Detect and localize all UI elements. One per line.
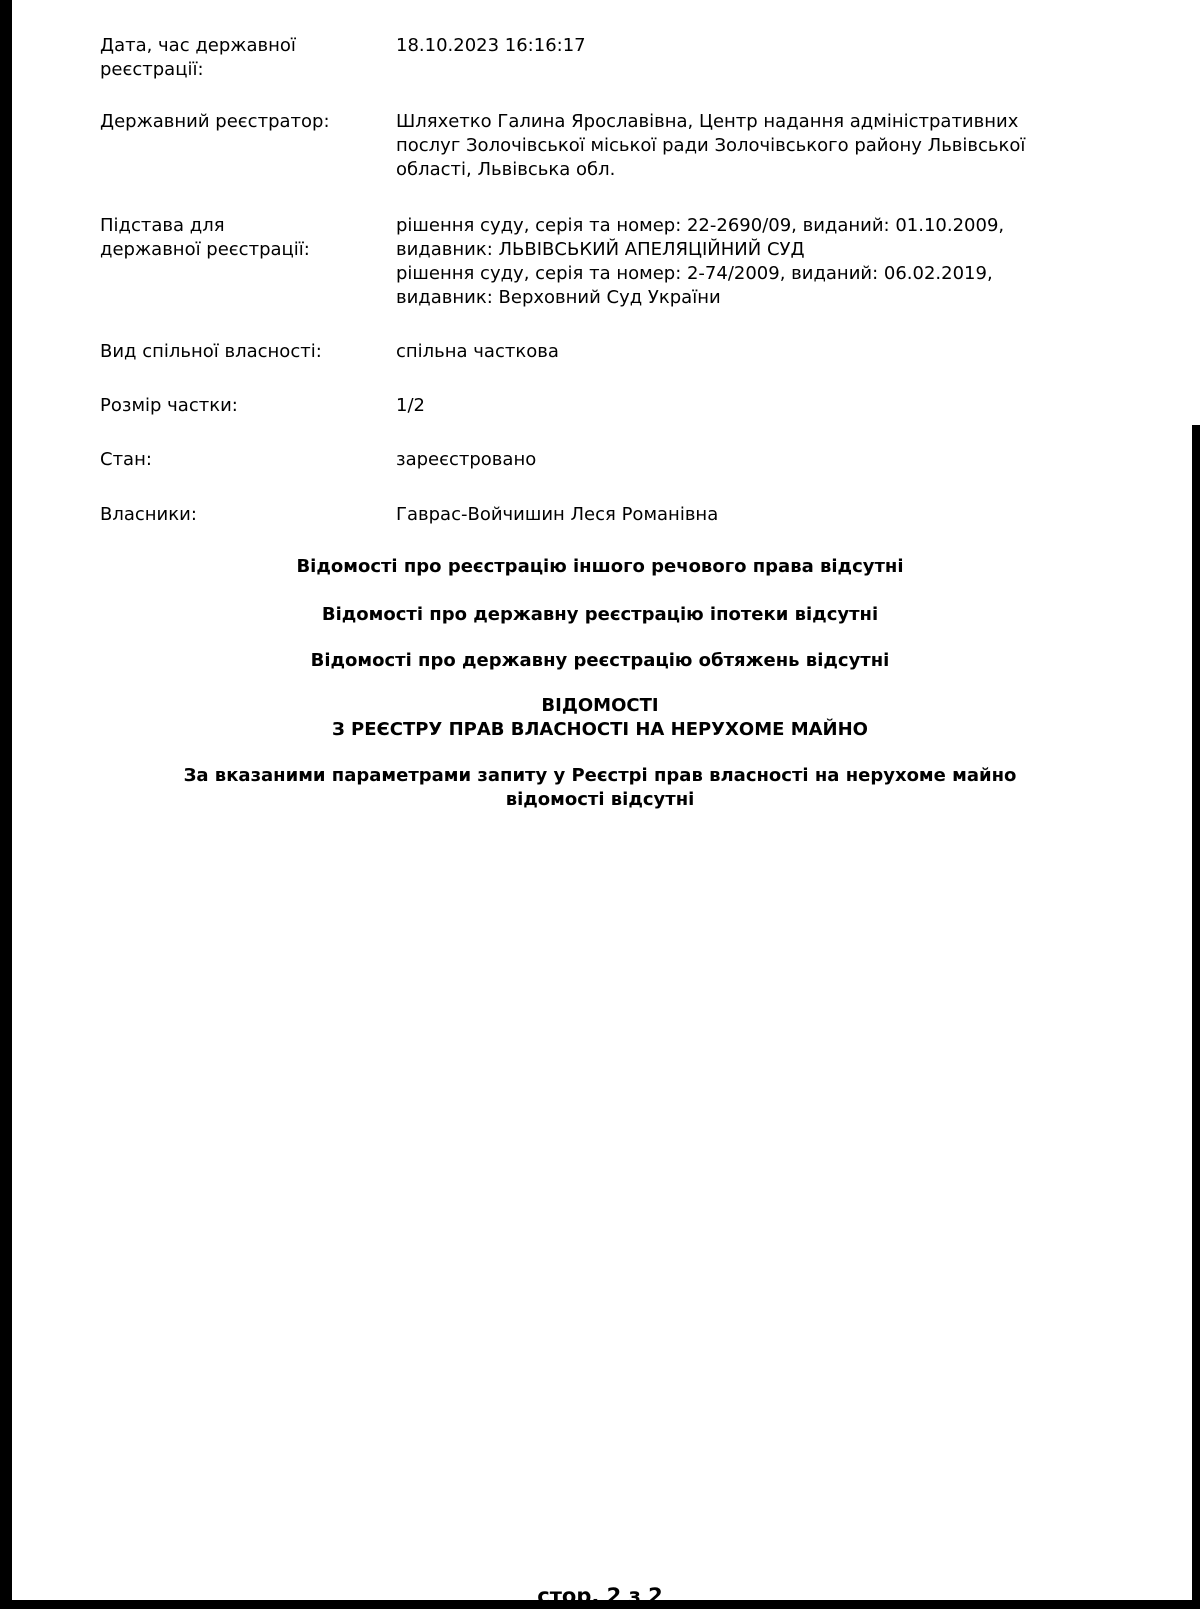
value-line: Шляхетко Галина Ярославівна, Центр надання адміністративних [396, 111, 1019, 132]
field-label [100, 394, 380, 418]
label-line: державної реєстрації: [100, 239, 310, 260]
value-line: зареєстровано [396, 449, 537, 470]
field-label [100, 34, 380, 82]
label-line: Підстава для [100, 215, 225, 236]
field-label [100, 340, 380, 364]
value-line: рішення суду, серія та номер: 2-74/2009, виданий: 06.02.2019, [396, 263, 993, 284]
notice-other-rights-absent: Відомості про реєстрацію іншого речового права відсутні [296, 556, 904, 577]
field-value [396, 214, 1076, 310]
field-label [100, 110, 380, 134]
registry-section-title [0, 694, 1200, 742]
title-line: З РЕЄСТРУ ПРАВ ВЛАСНОСТІ НА НЕРУХОМЕ МАЙНО [331, 719, 868, 740]
field-label [100, 503, 380, 527]
label-line: Вид спільної власності: [100, 341, 322, 362]
field-value [396, 503, 1076, 527]
notice-mortgage-absent: Відомості про державну реєстрацію іпотеки відсутні [321, 604, 879, 625]
label-line: Державний реєстратор: [100, 111, 330, 132]
label-line: Стан: [100, 449, 152, 470]
value-line: 18.10.2023 16:16:17 [396, 35, 586, 56]
value-line: видавник: ЛЬВІВСЬКИЙ АПЕЛЯЦІЙНИЙ СУД [396, 239, 805, 260]
label-line: реєстрації: [100, 59, 204, 80]
result-line: відомості відсутні [505, 789, 695, 810]
value-line: послуг Золочівської міської ради Золочівського району Львівської [396, 135, 1026, 156]
field-label [100, 448, 380, 472]
value-line: рішення суду, серія та номер: 22-2690/09, виданий: 01.10.2009, [396, 215, 1005, 236]
field-value [396, 340, 1076, 364]
value-line: Гаврас-Войчишин Леся Романівна [396, 504, 719, 525]
registry-result-text [0, 764, 1200, 812]
field-label [100, 214, 380, 262]
value-line: спільна часткова [396, 341, 559, 362]
result-line: За вказаними параметрами запиту у Реєстрі прав власності на нерухоме майно [183, 765, 1017, 786]
page-number: стор. 2 з 2 [537, 1584, 663, 1608]
value-line: видавник: Верховний Суд України [396, 287, 721, 308]
field-value [396, 448, 1076, 472]
field-value [396, 394, 1076, 418]
label-line: Власники: [100, 504, 197, 525]
value-line: області, Львівська обл. [396, 159, 616, 180]
field-value [396, 110, 1076, 182]
label-line: Розмір частки: [100, 395, 238, 416]
page-edge [1192, 0, 1200, 425]
label-line: Дата, час державної [100, 35, 296, 56]
title-line: ВІДОМОСТІ [541, 695, 659, 716]
notice-encumbrances-absent: Відомості про державну реєстрацію обтяжень відсутні [310, 650, 890, 671]
field-value [396, 34, 1076, 58]
value-line: 1/2 [396, 395, 425, 416]
